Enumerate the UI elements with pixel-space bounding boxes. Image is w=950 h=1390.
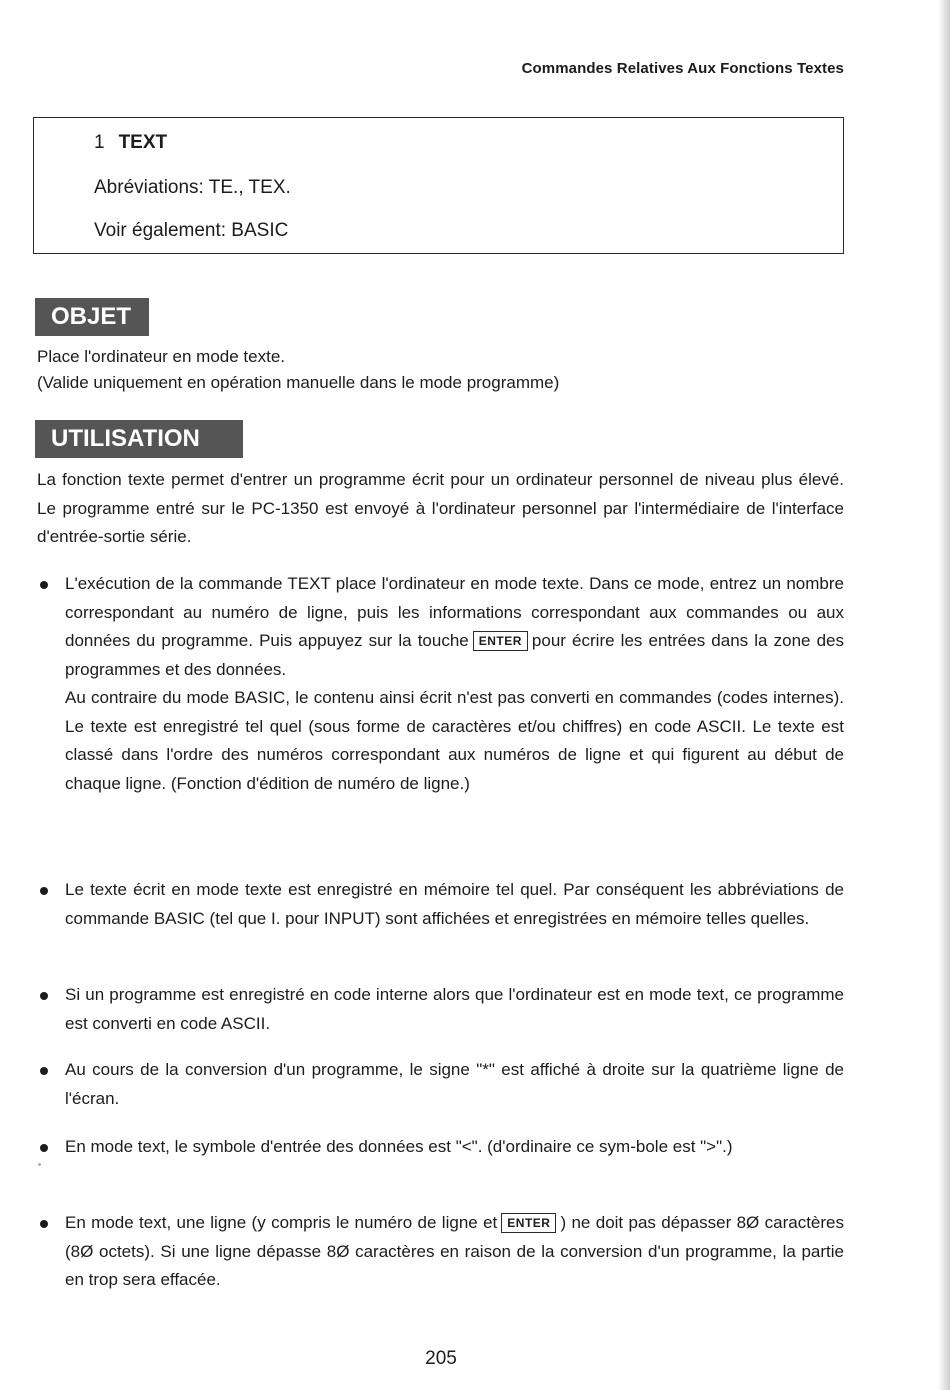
bullet-dot-icon <box>40 1067 48 1075</box>
command-name: TEXT <box>118 132 168 153</box>
command-number: 1 <box>94 132 105 153</box>
bullet-dot-icon <box>40 1144 48 1152</box>
bullet-paragraph: Au contraire du mode BASIC, le contenu ainsi écrit n'est pas converti en commandes (codes internes). Le texte est enregistré tel quel (sous forme de caractères et/ou chiffres) en code ASCII. Le texte est classé dans l'ordre des numéros correspondant aux numéros de ligne et qui figurent au début de chaque ligne. (Fonction d'édition de numéro de ligne.) <box>65 688 844 793</box>
bullet-text: Si un programme est enregistré en code interne alors que l'ordinateur est en mode text, ce programme est converti en code ASCII. <box>65 985 844 1033</box>
command-title <box>94 132 167 154</box>
bullet-item <box>37 1133 844 1162</box>
running-header: Commandes Relatives Aux Fonctions Textes <box>521 60 844 77</box>
bullet-item <box>37 570 844 798</box>
bullet-text <box>65 1209 844 1295</box>
bullet-text: Le texte écrit en mode texte est enregistré en mémoire tel quel. Par conséquent les abbréviations de commande BASIC (tel que I. pour INPUT) sont affichées et enregistrées en mémoire telles quelles. <box>65 880 844 928</box>
bullet-dot-icon <box>40 887 48 895</box>
bullet-text-before-key: L'exécution de la commande TEXT place l'ordinateur en mode texte. Dans ce mode, entrez un nombre correspondant au numéro de ligne, puis les informations correspondant aux commandes ou aux données du programme. Puis appuyez sur la touche <box>65 574 844 650</box>
objet-line-2: (Valide uniquement en opération manuelle dans le mode programme) <box>37 373 560 392</box>
utilisation-paragraph: La fonction texte permet d'entrer un programme écrit pour un ordinateur personnel de niveau plus élevé. Le programme entré sur le PC-1350 est envoyé à l'ordinateur personnel par l'intermédiaire de l'interface d'entrée-sortie série. <box>37 470 844 546</box>
enter-key-label: ENTER <box>473 631 528 651</box>
margin-speck <box>38 1163 41 1166</box>
bullet-dot-icon <box>40 1220 48 1228</box>
command-abbreviations: Abréviations: TE., TEX. <box>94 177 291 198</box>
bullet-text-after-key: ) ne doit pas dépasser 8Ø caractères (8Ø octets). Si une ligne dépasse 8Ø caractères en raison de la conversion d'un programme, la partie en trop sera effacée. <box>65 1213 844 1289</box>
command-see-also: Voir également: BASIC <box>94 220 289 241</box>
bullet-text-before-key: En mode text, une ligne (y compris le numéro de ligne et <box>65 1213 498 1232</box>
bullet-item <box>37 1209 844 1295</box>
bullet-item <box>37 1056 844 1113</box>
bullet-item <box>37 876 844 933</box>
bullet-dot-icon <box>40 992 48 1000</box>
bullet-paragraph <box>65 570 844 684</box>
objet-line-1: Place l'ordinateur en mode texte. <box>37 347 286 366</box>
bullet-text: Au cours de la conversion d'un programme, le signe "*" est affiché à droite sur la quatrième ligne de l'écran. <box>65 1060 844 1108</box>
bullet-item <box>37 981 844 1038</box>
command-box <box>33 117 844 254</box>
bullet-text-after-key: pour écrire les entrées dans la zone des programmes et des données. <box>65 631 844 679</box>
page-edge-shadow <box>938 0 950 1390</box>
page-number: 205 <box>425 1348 457 1369</box>
objet-text <box>37 344 817 396</box>
bullet-text <box>65 570 844 798</box>
section-label-objet: OBJET <box>35 298 149 336</box>
enter-key-label: ENTER <box>501 1213 556 1233</box>
bullet-text: En mode text, le symbole d'entrée des données est "<". (d'ordinaire ce sym-bole est ">".) <box>65 1137 733 1156</box>
bullet-dot-icon <box>40 581 48 589</box>
section-label-utilisation: UTILISATION <box>35 420 243 458</box>
